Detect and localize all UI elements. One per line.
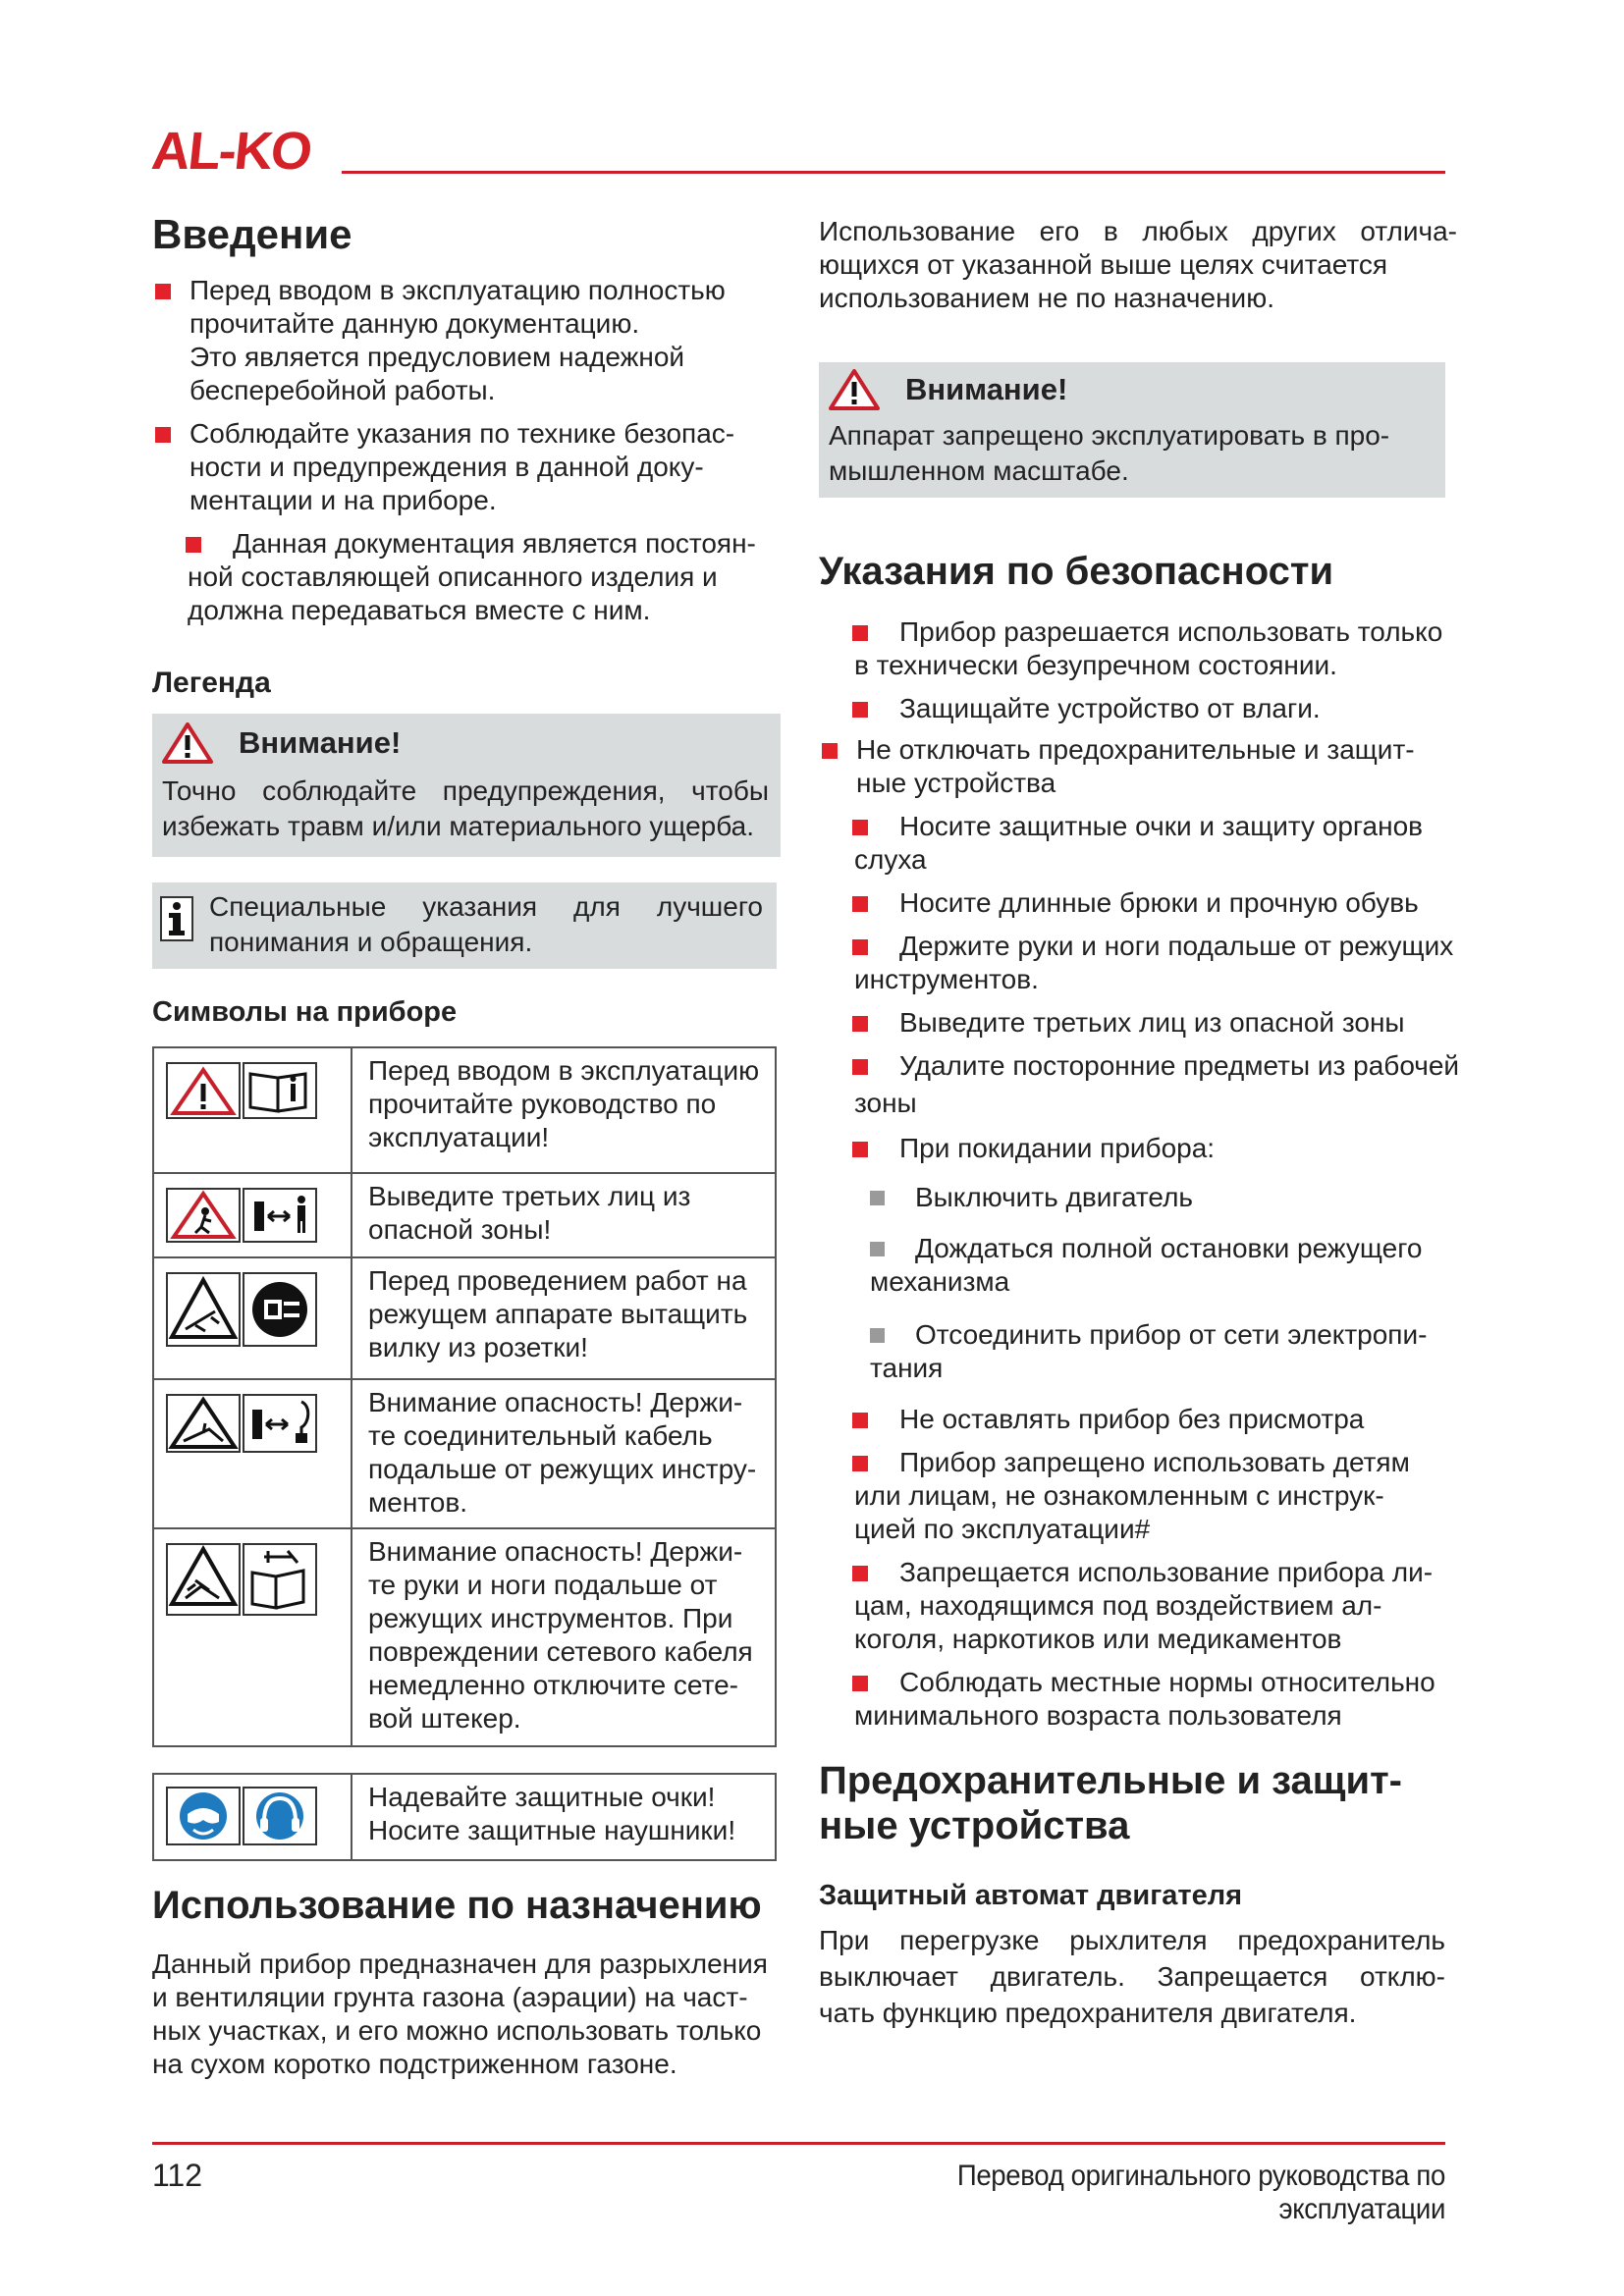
bullet-square-gray-icon [870,1328,885,1343]
bullet-square-icon [852,1413,868,1428]
bullet-square-icon [852,939,868,955]
list-item: Запрещается использование прибора ли- цам, находящимся под воздействием ал- коголя, наркотиков или медикаментов [854,1557,1434,1654]
info-box: Специальные указания для лучшего понимания и обращения. [152,882,777,969]
motor-protection-paragraph: При перегрузке рыхлителя предохранитель выключает двигатель. Запрещается отклю- чать функцию предохранителя двигателя. [819,1925,1445,2028]
list-item: Прибор запрещено использовать детям или лицам, не ознакомленным с инструк- цией по эксплуатации# [854,1447,1410,1544]
intro-heading: Введение [152,211,352,257]
list-item: Не отключать предохранительные и защит- ные устройства [819,733,1496,800]
list-item: Не оставлять прибор без присмотра [819,1403,1496,1436]
bullet-square-icon [852,702,868,718]
usage-continuation: Использование его в любых других отлича- ющихся от указанной выше целях считается использованием не по назначению. [819,216,1457,313]
bullet-square-icon [852,896,868,912]
list-item: Держите руки и ноги подальше от режущих инструментов. [854,931,1454,994]
bullet-square-icon [155,284,171,299]
warning-triangle-icon [162,721,213,765]
table-row: Перед вводом в эксплуатацию прочитайте руководство по эксплуатации! [153,1047,776,1173]
warning-box-commercial: Внимание! Аппарат запрещено эксплуатировать в про- мышленном масштабе. [819,362,1445,498]
bullet-square-icon [852,1016,868,1032]
bullet-square-icon [155,427,171,443]
safety-list [819,615,1496,1733]
list-item: Выведите третьих лиц из опасной зоны [819,1006,1496,1040]
warning-box-legend: Внимание! Точно соблюдайте предупреждения, чтобы избежать травм и/или материального ущерба. [152,714,781,857]
symbols-table [152,1046,777,1747]
list-item: Соблюдать местные нормы относительно минимального возраста пользователя [854,1667,1435,1731]
left-column [152,211,790,2081]
table-row: Внимание опасность! Держи- те руки и ноги подальше от режущих инструментов. При повреждении сетевого кабеля немедленно отключите сете- вой штекер. [153,1528,776,1746]
cable-away-from-blades-symbol-icon [166,1394,317,1453]
intro-bullet-1: Перед вводом в эксплуатацию полностью прочитайте данную документацию. Это является предусловием надежной бесперебойной работы. [152,274,790,407]
bullet-square-gray-icon [870,1242,885,1256]
motor-protection-heading: Защитный автомат двигателя [819,1880,1243,1911]
usage-heading: Использование по назначению [152,1884,762,1928]
list-subitem: Дождаться полной остановки режущего механизма [870,1233,1423,1297]
footer-rule [152,2142,1445,2145]
read-manual-symbol-icon [166,1062,317,1121]
list-item: Носите длинные брюки и прочную обувь [819,886,1496,920]
alko-logo: AL-KO [148,122,314,181]
safety-heading: Указания по безопасности [819,550,1334,593]
bullet-square-icon [852,1566,868,1581]
footer-title: Перевод оригинального руководства по эксплуатации [956,2160,1445,2225]
list-item: Защищайте устройство от влаги. [819,692,1496,725]
bullet-square-icon [852,625,868,641]
bullet-square-icon [852,820,868,835]
keep-bystanders-away-symbol-icon [166,1188,317,1243]
bullet-square-gray-icon [870,1191,885,1205]
legend-heading: Легенда [152,667,271,700]
usage-paragraph: Данный прибор предназначен для разрыхления и вентиляции грунта газона (аэрации) на част- ных участках, и его можно использовать только на сухом коротко подстриженном газоне. [152,1949,768,2080]
intro-bullet-2: Соблюдайте указания по технике безопас- ности и предупреждения в данной доку- ментации и на приборе. [152,417,790,517]
bullet-square-icon [852,1142,868,1157]
ppe-symbols-table [152,1773,777,1861]
unplug-before-work-symbol-icon [166,1272,317,1347]
protective-devices-heading: Предохранительные и защит- ные устройства [819,1759,1403,1847]
warning-triangle-icon [829,368,880,411]
bullet-square-icon [186,537,201,553]
hands-feet-away-symbol-icon [166,1543,317,1616]
bullet-square-icon [852,1456,868,1471]
header-rule [342,171,1445,174]
list-item: Удалите посторонние предметы из рабочей зоны [854,1050,1460,1118]
table-row: Перед проведением работ на режущем аппарате вытащить вилку из розетки! [153,1257,776,1379]
info-icon [160,896,193,941]
right-column [819,211,1496,2031]
intro-bullet-3: Данная документация является постоян- ной составляющей описанного изделия и должна передаваться вместе с ним. [188,528,756,626]
page-number: 112 [152,2158,203,2193]
table-row: Выведите третьих лиц из опасной зоны! [153,1173,776,1257]
bullet-square-icon [852,1059,868,1075]
bullet-square-icon [822,743,838,759]
bullet-square-icon [852,1676,868,1691]
table-row: Надевайте защитные очки! Носите защитные наушники! [153,1774,776,1860]
protective-gear-symbol-icon [166,1787,317,1845]
list-item: Носите защитные очки и защиту органов слуха [854,811,1424,875]
list-subitem: Отсоединить прибор от сети электропи- тания [870,1319,1428,1383]
list-item: Прибор разрешается использовать только в технически безупречном состоянии. [854,616,1443,680]
table-row: Внимание опасность! Держи- те соединительный кабель подальше от режущих инстру- ментов. [153,1379,776,1528]
symbols-heading: Символы на приборе [152,996,458,1029]
list-item: При покидании прибора: [819,1132,1496,1165]
list-subitem: Выключить двигатель [819,1181,1496,1214]
